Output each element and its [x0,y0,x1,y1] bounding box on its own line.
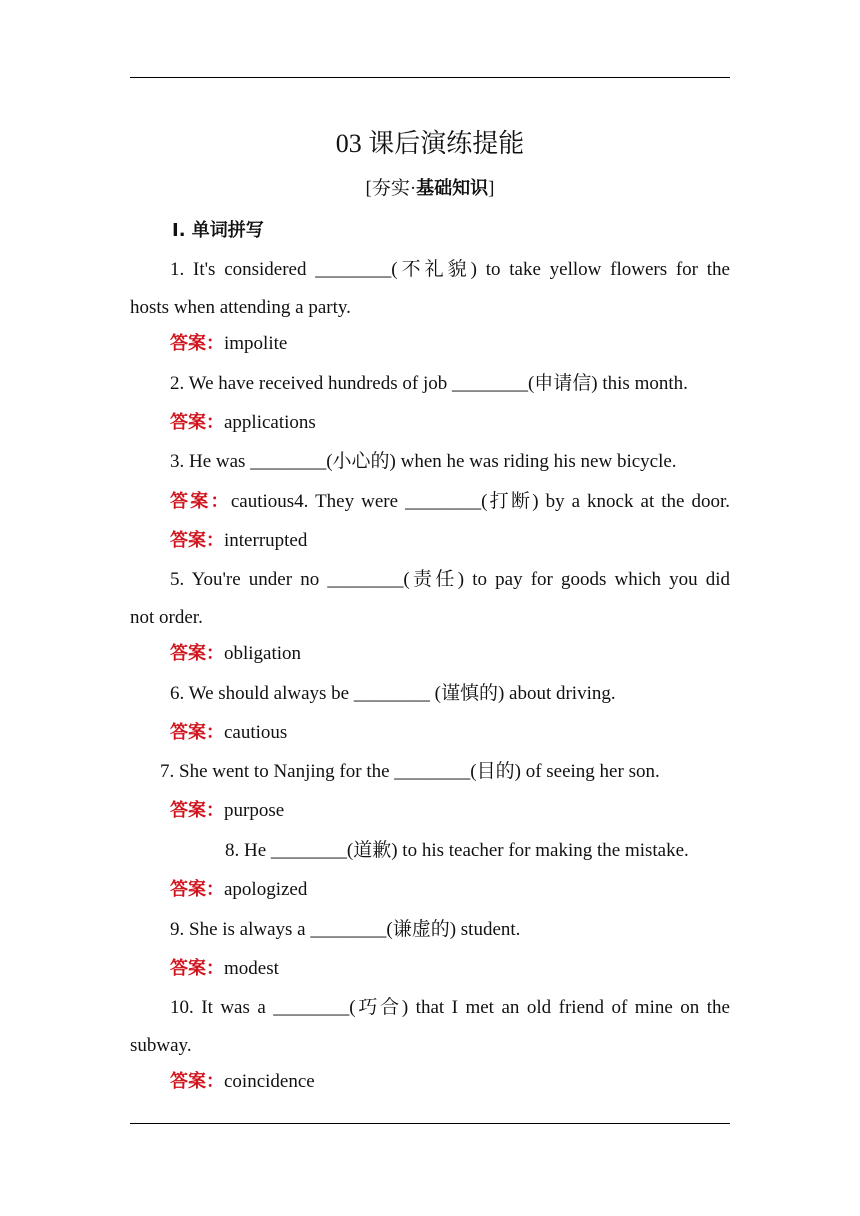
answer-2 [170,411,730,435]
answer-7 [170,799,730,823]
answer-text: purpose [224,800,285,821]
question-9: 9. She is always a ________(谦虚的) student. [170,919,521,940]
question-1-line-1: 1. It's considered ________(不礼貌) to take yellow flowers for the [170,259,730,280]
question-3: 3. He was ________(小心的) when he was riding his new bicycle. [170,451,677,472]
question-1-line-2: hosts when attending a party. [130,297,351,318]
answer-text: obligation [224,643,302,664]
answer-text: interrupted [224,530,308,551]
answer-label: 答案： [170,333,224,354]
answer-6 [170,721,730,745]
answer-text: cautious [224,722,288,743]
question-5-line-2: not order. [130,607,203,628]
question-10-line-1: 10. It was a ________(巧合) that I met an old friend of mine on the [170,997,730,1018]
answer-label: 答案： [170,643,224,664]
answer-text: cautious4. They were ________(打断) by a knock at the door. [230,491,731,512]
bottom-rule [130,1123,730,1124]
answer-label: 答案： [170,1071,224,1092]
answer-8 [170,878,730,902]
answer-label: 答案： [170,412,224,433]
answer-label: 答案： [170,958,224,979]
answer-4 [170,529,730,553]
subtitle-suffix: ] [488,178,495,199]
answer-9 [170,957,730,981]
answer-label: 答案： [170,800,224,821]
answer-3-question-4 [170,490,730,514]
top-rule [130,77,730,78]
answer-10 [170,1070,730,1094]
subtitle-prefix: [夯实· [365,178,417,199]
answer-label: 答案： [170,491,231,512]
subtitle-bold: 基础知识 [416,178,489,199]
answer-1 [170,332,730,356]
answer-label: 答案： [170,722,224,743]
question-2: 2. We have received hundreds of job ________(申请信) this month. [170,373,688,394]
answer-text: coincidence [224,1071,315,1092]
question-7: 7. She went to Nanjing for the ________(目的) of seeing her son. [160,761,660,782]
question-10-line-2: subway. [130,1035,192,1056]
question-8: 8. He ________(道歉) to his teacher for making the mistake. [225,840,689,861]
section-heading: Ⅰ. 单词拼写 [172,220,264,241]
answer-5 [170,642,730,666]
answer-text: impolite [224,333,288,354]
answer-text: modest [224,958,279,979]
answer-label: 答案： [170,530,224,551]
page-title: 03 课后演练提能 [335,129,525,158]
answer-text: applications [224,412,316,433]
section-subtitle [0,176,860,202]
answer-label: 答案： [170,879,224,900]
answer-text: apologized [224,879,308,900]
question-6: 6. We should always be ________ (谨慎的) about driving. [170,683,616,704]
question-5-line-1: 5. You're under no ________(责任) to pay for goods which you did [170,569,730,590]
